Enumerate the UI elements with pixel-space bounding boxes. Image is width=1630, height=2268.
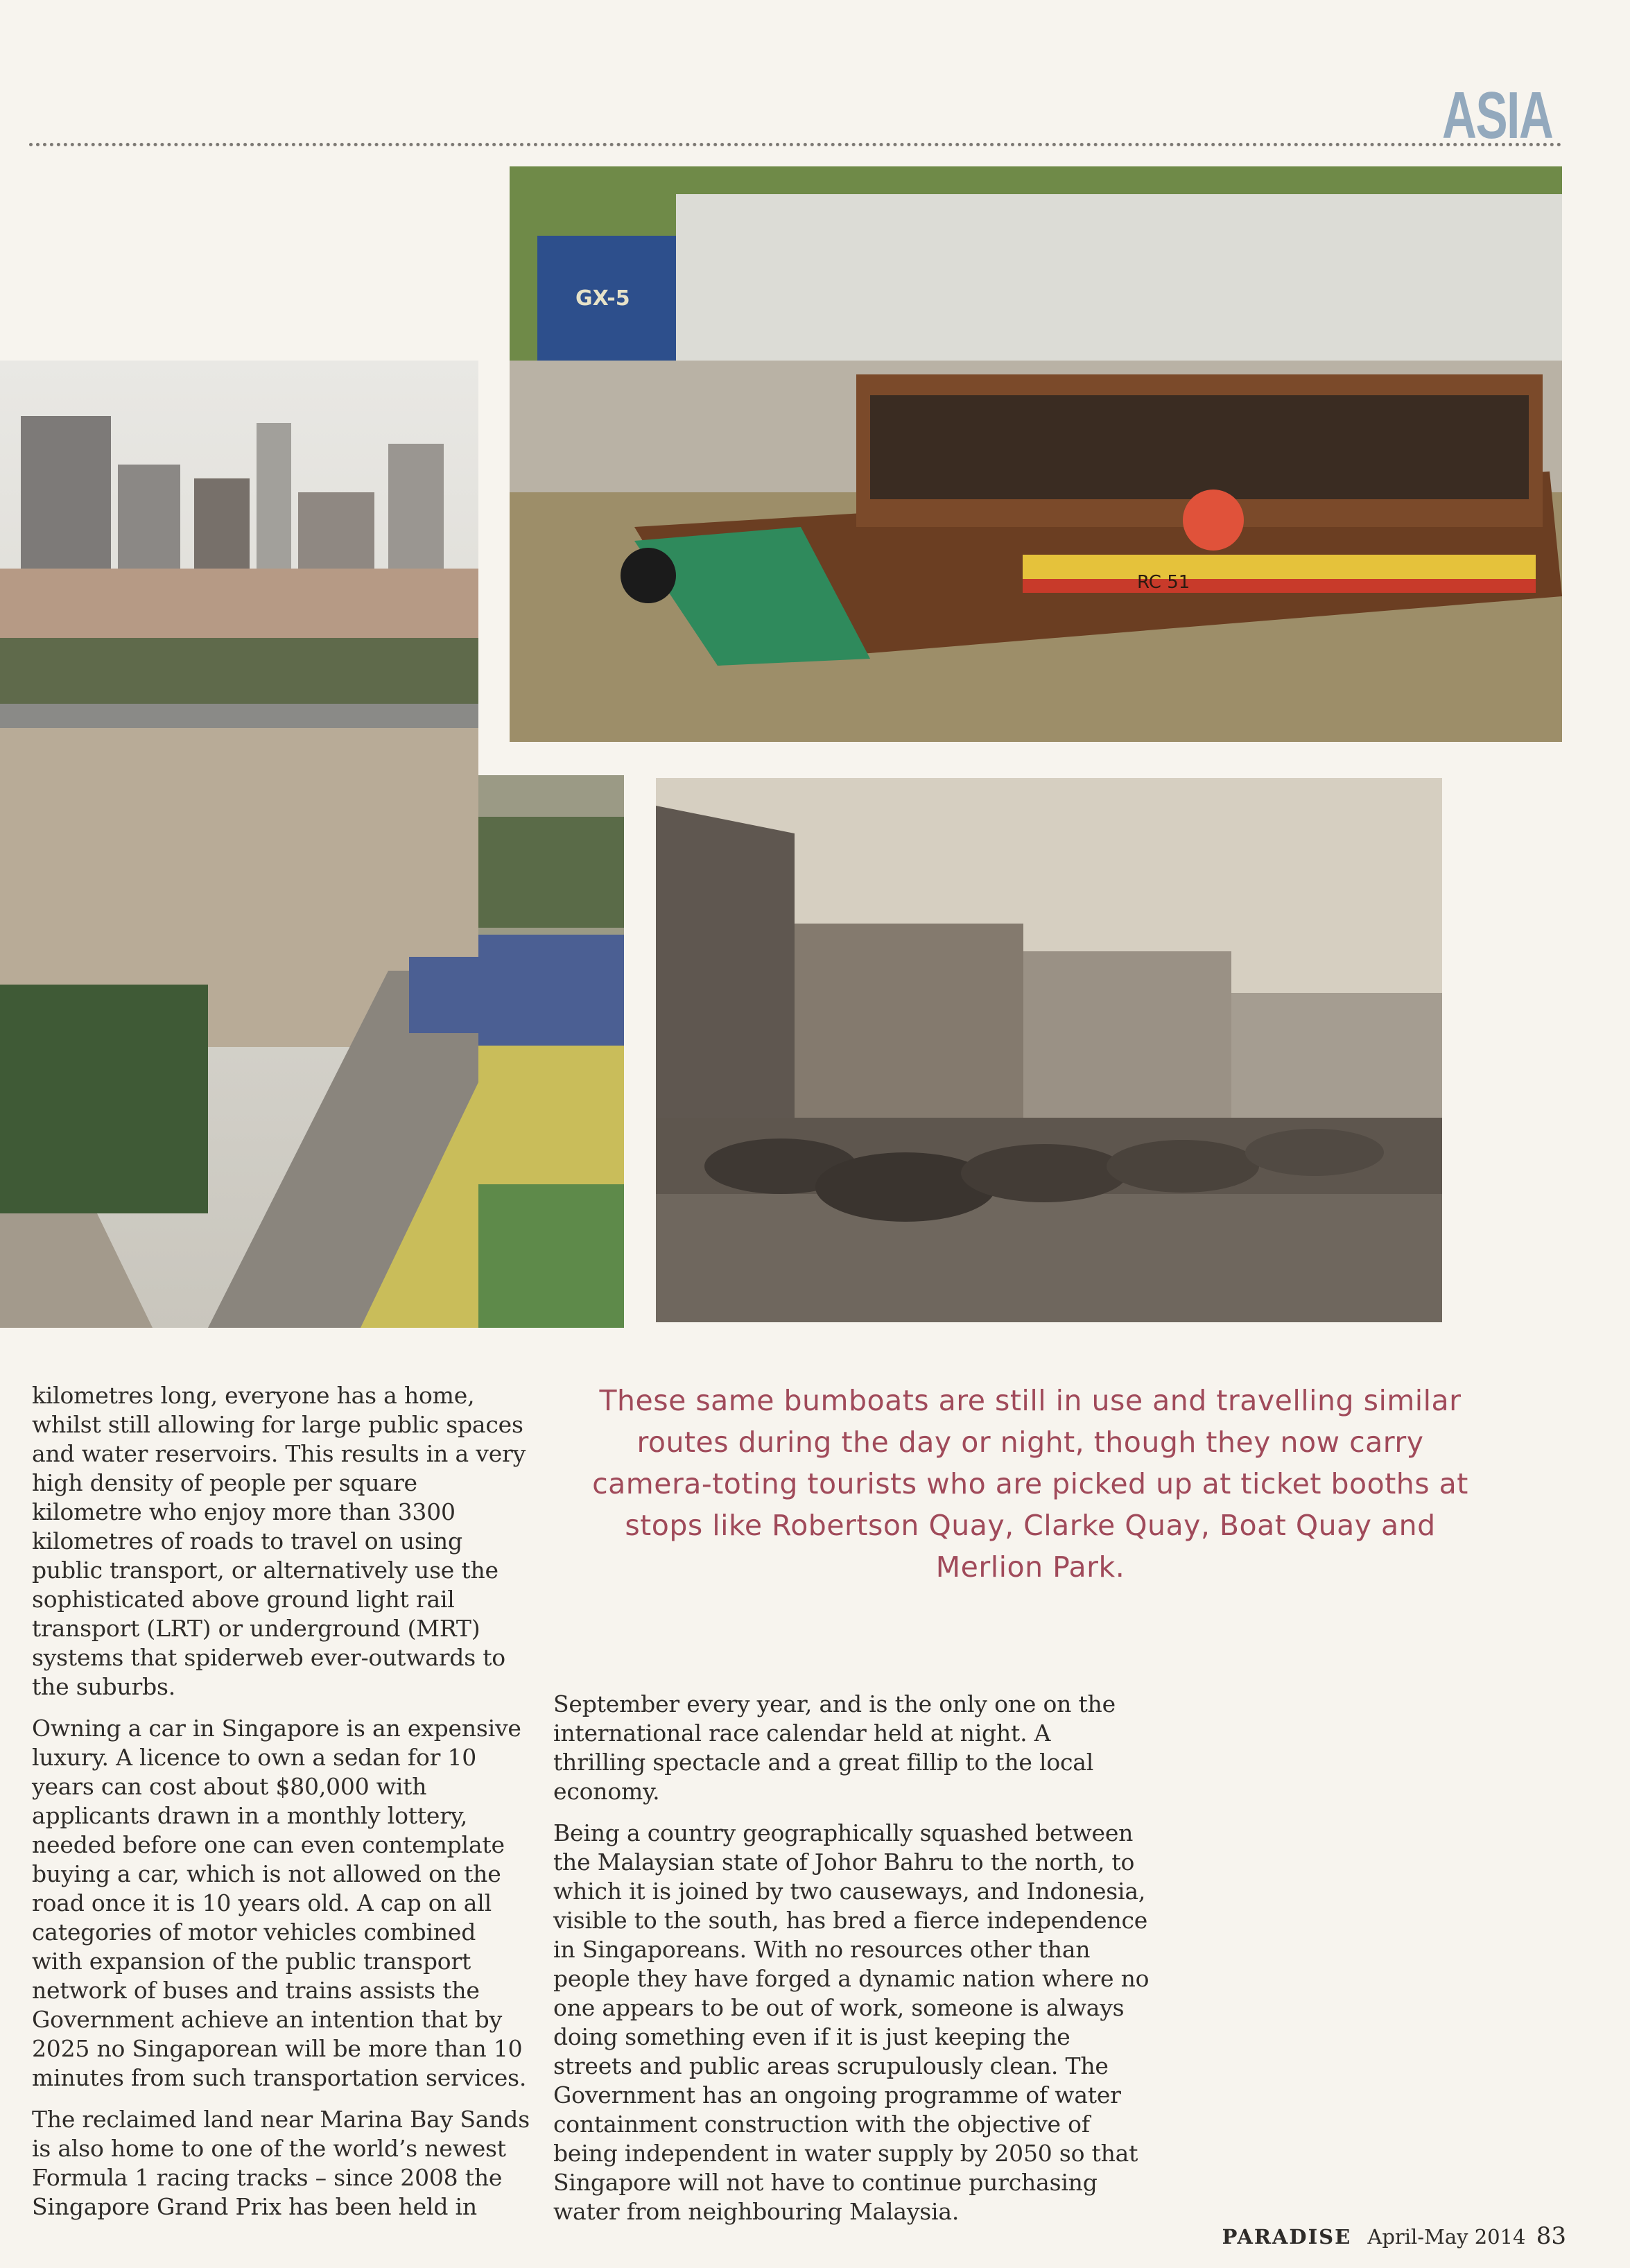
right-paragraph-1: September every year, and is the only one on the international race calendar held at night. A thrilling spectacle and a great fillip to the local economy. <box>553 1690 1116 1805</box>
stadium-photo-extension <box>478 775 624 1328</box>
left-paragraph-3: The reclaimed land near Marina Bay Sands is also home to one of the world’s newest Formula 1 racing tracks – since 2008 the Singapore Grand Prix has been held in <box>32 2106 530 2220</box>
left-paragraph-2: Owning a car in Singapore is an expensive luxury. A licence to own a sedan for 10 years can cost about $80,000 with applicants drawn in a monthly lottery, needed before one can even contemplate buying a car, which is not allowed on the road once it is 10 years old. A cap on all categories of motor vehicles combined with expansion of the public transport network of buses and trains assists the Government achieve an intention that by 2025 no Singaporean will be more than 10 minutes from such transportation services. <box>32 1715 527 2091</box>
right-paragraph-2: Being a country geographically squashed between the Malaysian state of Johor Bahru to the north, to which it is joined by two causeways, and Indonesia, visible to the south, has bred a fierce independence in Singaporeans. With no resources other than people they have forged a dynamic nation where no one appears to be out of work, someone is always doing something even if it is just keeping the streets and public areas scrupulously clean. The Government has an ongoing programme of water containment construction with the objective of being independent in water supply by 2050 so that Singapore will not have to continue purchasing water from neighbouring Malaysia. <box>553 1819 1150 2225</box>
historic-bumboats-photo <box>656 778 1442 1322</box>
page-number: 83 <box>1536 2222 1566 2250</box>
svg-text:GX-5: GX-5 <box>575 286 630 311</box>
left-paragraph-1: kilometres long, everyone has a home, whilst still allowing for large public spaces and water reservoirs. This results in a very high density of people per square kilometre who enjoy more than 3300 kilometres of roads to travel on using public transport, or alternatively use the sophisticated above ground light rail transport (LRT) or underground (MRT) systems that spiderweb ever-outwards to the suburbs. <box>32 1382 526 1700</box>
pull-quote: These same bumboats are still in use and travelling similar routes during the day or night, though they now carry camera-toting tourists who are picked up at ticket booths at stops like Robertson Quay, Clarke Quay, Boat Quay and Merlion Park. <box>592 1384 1468 1584</box>
page-footer <box>1222 2222 1566 2250</box>
bumboat-river-photo <box>510 166 1562 742</box>
section-label: ASIA <box>1441 78 1552 153</box>
issue-date: April-May 2014 <box>1367 2225 1526 2249</box>
left-column <box>32 1381 531 2234</box>
svg-text:RC 51: RC 51 <box>1137 572 1190 593</box>
header-divider <box>29 143 1562 146</box>
right-column <box>553 1690 1150 2239</box>
skyline-stadium-photo <box>0 361 478 1328</box>
magazine-name: PARADISE <box>1222 2225 1352 2249</box>
